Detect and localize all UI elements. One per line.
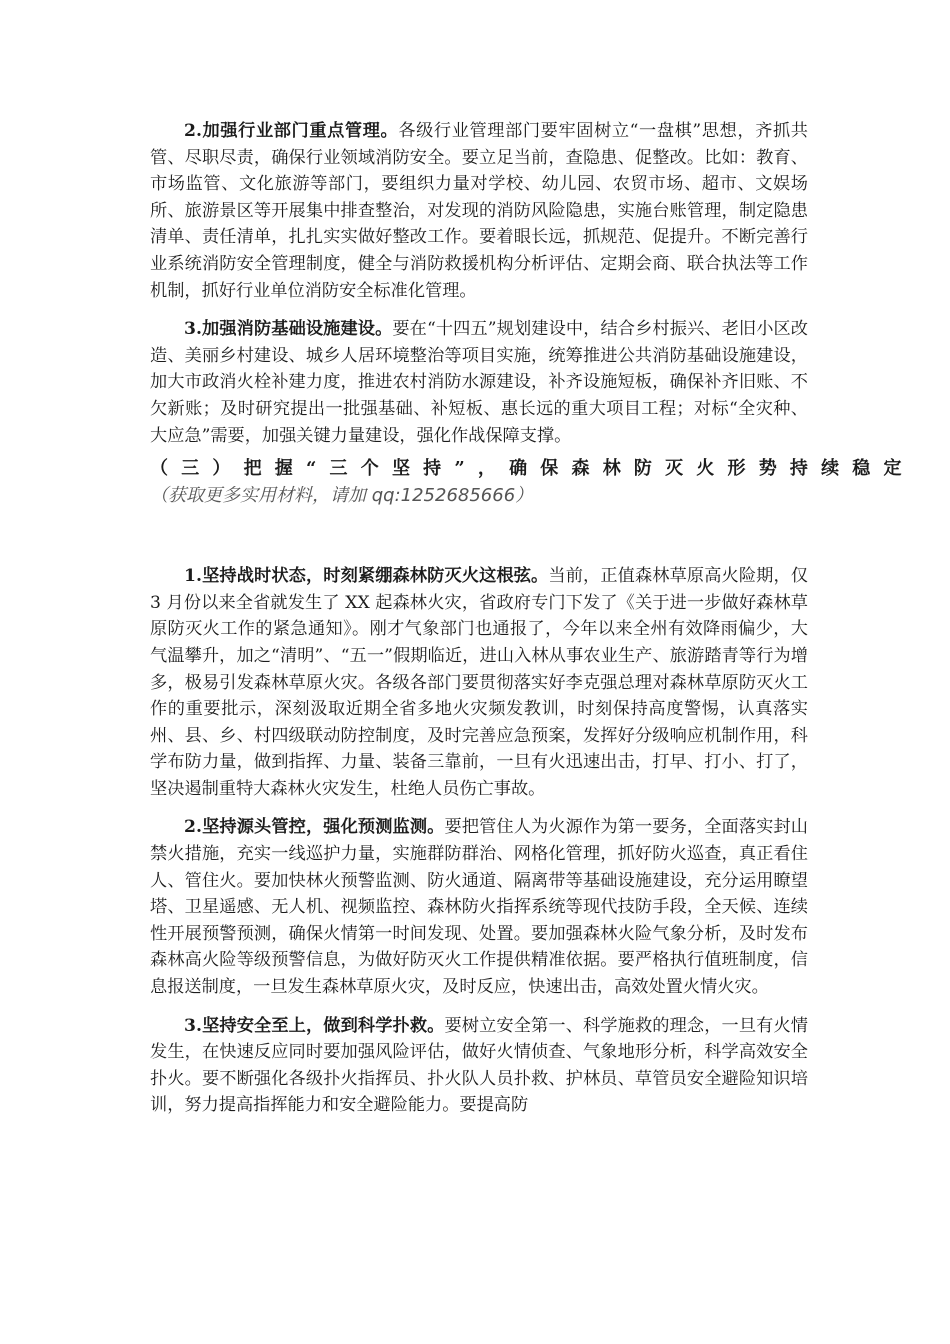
- paragraph-lead: 2.加强行业部门重点管理。: [184, 121, 399, 141]
- paragraph-body: 要在“十四五”规划建设中，结合乡村振兴、老旧小区改造、美丽乡村建设、城乡人居环境整治等项目实施，统筹推进公共消防基础设施建设，加大市政消火栓补建力度，推进农村消防水源建设，补齐设施短板，确保补齐旧账、不欠新账；及时研究提出一批强基础、补短板、惠长远的重大项目工程；对标“全灾种、大应急”需要，加强关键力量建设，强化作战保障支撑。: [150, 319, 808, 446]
- paragraph-infrastructure: [150, 316, 808, 449]
- paragraph-body: 要把管住人为火源作为第一要务，全面落实封山禁火措施，充实一线巡护力量，实施群防群治、网格化管理，抓好防火巡查，真正看住人、管住火。要加快林火预警监测、防火通道、隔离带等基础设施建设，充分运用瞭望塔、卫星遥感、无人机、视频监控、森林防火指挥系统等现代技防手段，全天候、连续性开展预警预测，确保火情第一时间发现、处置。要加强森林火险气象分析，及时发布森林高火险等级预警信息，为做好防灭火工作提供精准依据。要严格执行值班制度，信息报送制度，一旦发生森林草原火灾，及时反应，快速出击，高效处置火情火灾。: [150, 817, 808, 998]
- paragraph-safety-first: [150, 1013, 808, 1119]
- section-heading: （三）把握“三个坚持”，确保森林防灭火形势持续稳定: [150, 458, 915, 480]
- paragraph-lead: 1.坚持战时状态，时刻紧绷森林防灭火这根弦。: [184, 566, 549, 587]
- document-page: [150, 118, 915, 1119]
- paragraph-industry-management: [150, 118, 808, 304]
- paragraph-source-control: [150, 814, 808, 1000]
- paragraph-lead: 3.加强消防基础设施建设。: [184, 319, 393, 340]
- paragraph-lead: 2.坚持源头管控，强化预测监测。: [184, 817, 445, 838]
- paragraph-body: 要树立安全第一、科学施救的理念，一旦有火情发生，在快速反应同时要加强风险评估，做好火情侦查、气象地形分析，科学高效安全扑火。要不断强化各级扑火指挥员、扑火队人员扑救、护林员、草管员安全避险知识培训，努力提高指挥能力和安全避险能力。要提高防: [150, 1015, 808, 1116]
- promo-note: （获取更多实用材料，请加 qq:1252685666）: [150, 485, 534, 507]
- paragraph-body: 各级行业管理部门要牢固树立“一盘棋”思想，齐抓共管、尽职尽责，确保行业领域消防安全。要立足当前，查隐患、促整改。比如：教育、市场监管、文化旅游等部门，要组织力量对学校、幼儿园、农贸市场、超市、文娱场所、旅游景区等开展集中排查整治，对发现的消防风险隐患，实施台账管理，制定隐患清单、责任清单，扎扎实实做好整改工作。要着眼长远，抓规范、促提升。不断完善行业系统消防安全管理制度，健全与消防救援机构分析评估、定期会商、联合执法等工作机制，抓好行业单位消防安全标准化管理。: [150, 121, 808, 301]
- paragraph-wartime-state: [150, 563, 808, 802]
- paragraph-body: 当前，正值森林草原高火险期，仅 3 月份以来全省就发生了 XX 起森林火灾，省政府专门下发了《关于进一步做好森林草原防灭火工作的紧急通知》。刚才气象部门也通报了，今年以来全州有效降雨偏少，大气温攀升，加之“清明”、“五一”假期临近，进山入林从事农业生产、旅游踏青等行为增多，极易引发森林草原火灾。各级各部门要贯彻落实好李克强总理对森林草原防灭火工作的重要批示，深刻汲取近期全省多地火灾频发教训，时刻保持高度警惕，认真落实州、县、乡、村四级联动防控制度，及时完善应急预案，发挥好分级响应机制作用，科学布防力量，做到指挥、力量、装备三靠前，一旦有火迅速出击，打早、打小、打了，坚决遏制重特大森林火灾发生，杜绝人员伤亡事故。: [150, 566, 808, 799]
- paragraph-lead: 3.坚持安全至上，做到科学扑救。: [184, 1015, 445, 1036]
